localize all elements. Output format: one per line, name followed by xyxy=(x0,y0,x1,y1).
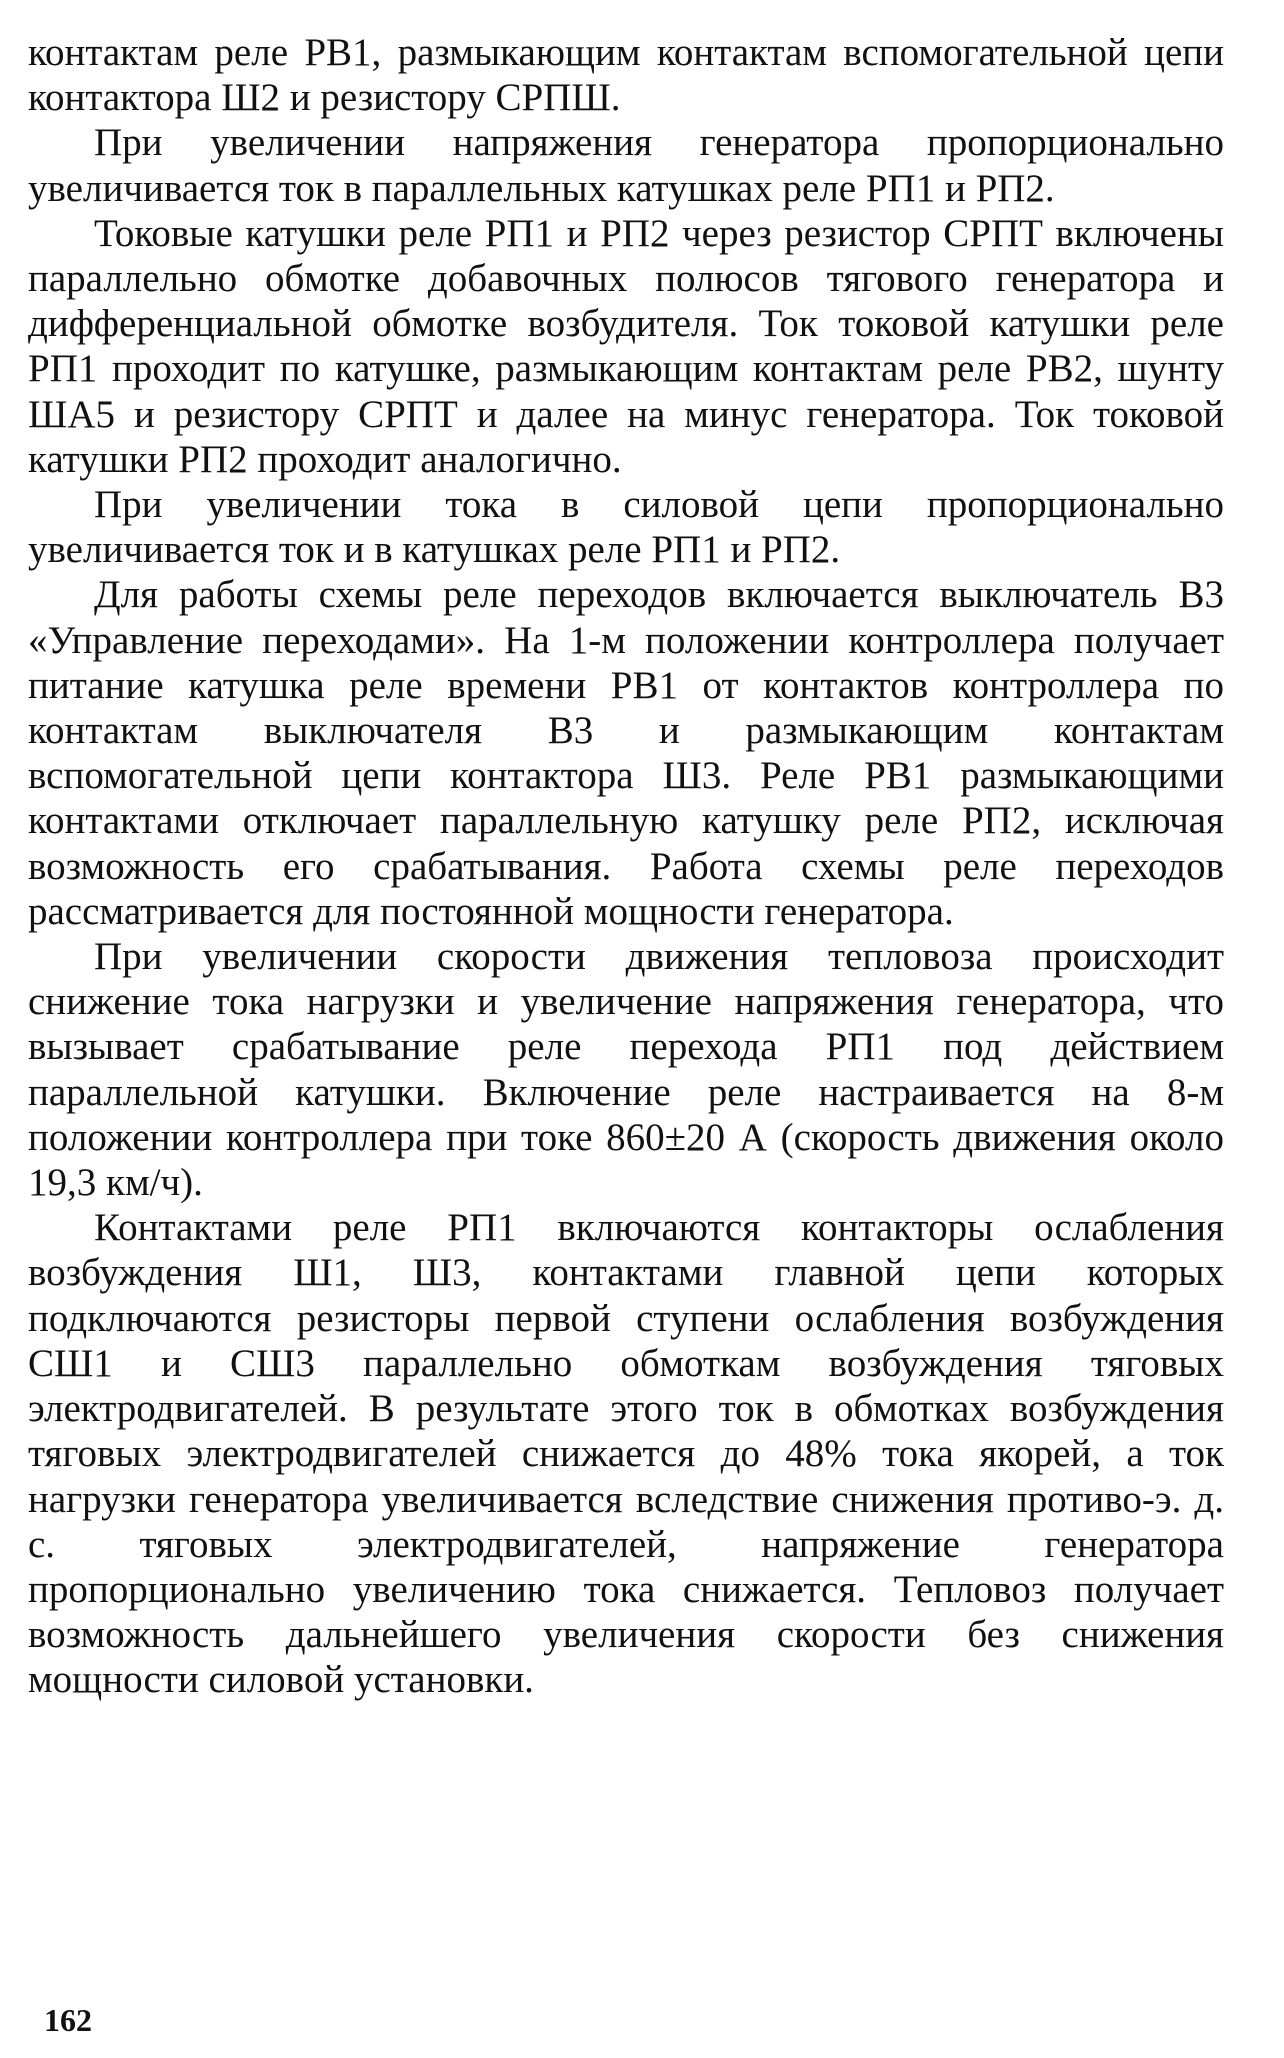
page-body xyxy=(28,30,1224,1703)
paragraph-3: Токовые катушки реле РП1 и РП2 через резистор СРПТ включены параллельно обмотке добавочных полюсов тягового генератора и дифференциальной обмотке возбудителя. Ток токовой катушки реле РП1 проходит по катушке, размыкающим контактам реле РВ2, шунту ША5 и резистору СРПТ и далее на минус генератора. Ток токовой катушки РП2 проходит аналогично. xyxy=(28,211,1224,481)
paragraph-4: При увеличении тока в силовой цепи пропорционально увеличивается ток и в катушках реле РП1 и РП2. xyxy=(28,483,1224,572)
paragraph-2: При увеличении напряжения генератора пропорционально увеличивается ток в параллельных катушках реле РП1 и РП2. xyxy=(28,121,1224,210)
paragraph-6: При увеличении скорости движения тепловоза происходит снижение тока нагрузки и увеличение напряжения генератора, что вызывает срабатывание реле перехода РП1 под действием параллельной катушки. Включение реле настраивается на 8-м положении контроллера при токе 860±20 А (скорость движения около 19,3 км/ч). xyxy=(28,935,1224,1205)
paragraph-5: Для работы схемы реле переходов включается выключатель В3 «Управление переходами». На 1-м положении контроллера получает питание катушка реле времени РВ1 от контактов контроллера по контактам выключателя В3 и размыкающим контактам вспомогательной цепи контактора Ш3. Реле РВ1 размыкающими контактами отключает параллельную катушку реле РП2, исключая возможность его срабатывания. Работа схемы реле переходов рассматривается для постоянной мощности генератора. xyxy=(28,573,1224,933)
paragraph-1: контактам реле РВ1, размыкающим контактам вспомогательной цепи контактора Ш2 и резистору СРПШ. xyxy=(28,31,1224,120)
page-number: 162 xyxy=(44,2002,92,2038)
paragraph-7: Контактами реле РП1 включаются контакторы ослабления возбуждения Ш1, Ш3, контактами главной цепи которых подключаются резисторы первой ступени ослабления возбуждения СШ1 и СШ3 параллельно обмоткам возбуждения тяговых электродвигателей. В результате этого ток в обмотках возбуждения тяговых электродвигателей снижается до 48% тока якорей, а ток нагрузки генератора увеличивается вследствие снижения противо-э. д. с. тяговых электродвигателей, напряжение генератора пропорционально увеличению тока снижается. Тепловоз получает возможность дальнейшего увеличения скорости без снижения мощности силовой установки. xyxy=(28,1206,1224,1702)
